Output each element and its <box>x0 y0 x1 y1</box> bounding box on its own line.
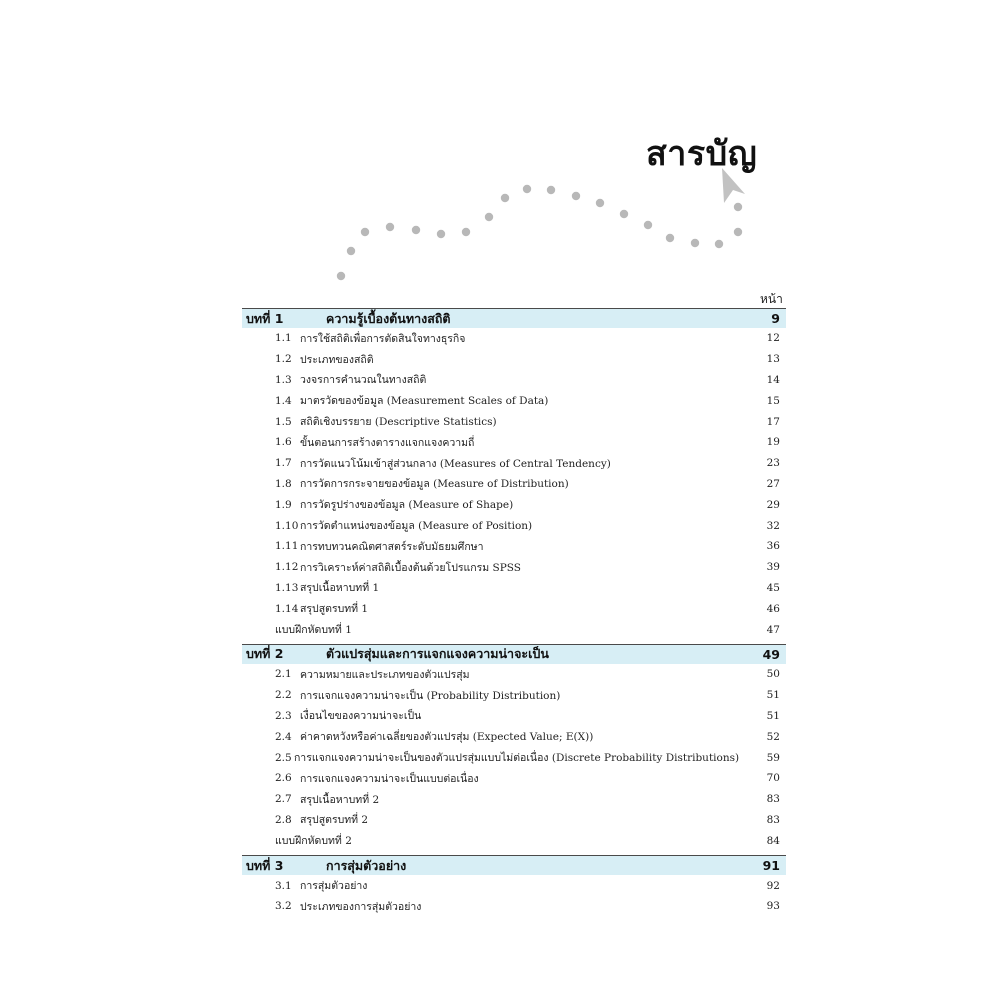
entry-number: 2.7 <box>275 793 292 806</box>
entry-page: 83 <box>766 793 780 806</box>
chapter-title: การสุ่มตัวอย่าง <box>326 857 407 873</box>
toc-entry[interactable] <box>242 578 786 599</box>
trail-dot <box>596 199 604 207</box>
entry-title: ประเภทของการสุ่มตัวอย่าง <box>300 900 422 913</box>
entry-number: 1.5 <box>275 415 292 428</box>
arrowhead-icon <box>722 168 745 203</box>
trail-dot <box>666 234 674 242</box>
chapter-page: 91 <box>762 858 780 874</box>
entry-number: 3.2 <box>275 900 292 913</box>
trail-dot <box>437 230 445 238</box>
trail-dot <box>501 194 509 202</box>
entry-number: 1.9 <box>275 498 292 511</box>
chapter-heading[interactable] <box>242 308 786 328</box>
trail-dot <box>485 213 493 221</box>
toc-entry[interactable] <box>242 536 786 557</box>
entry-title: การแจกแจงความน่าจะเป็นแบบต่อเนื่อง <box>300 772 479 785</box>
chapter-title: ความรู้เบื้องต้นทางสถิติ <box>326 310 451 326</box>
entry-page: 12 <box>766 332 780 345</box>
entry-title: ความหมายและประเภทของตัวแปรสุ่ม <box>300 668 470 681</box>
toc-entry[interactable] <box>242 664 786 685</box>
entry-number: 1.10 <box>275 519 299 532</box>
entry-title: ประเภทของสถิติ <box>300 353 374 366</box>
trail-dot <box>361 228 369 236</box>
toc-entry[interactable] <box>242 747 786 768</box>
entry-number: 3.1 <box>275 879 292 892</box>
entry-page: 52 <box>766 730 780 743</box>
trail-dot <box>347 247 355 255</box>
chapter-number: บทที่ 3 <box>246 857 284 873</box>
exercise-title: แบบฝึกหัดบทที่ 1 <box>275 624 352 637</box>
entry-page: 59 <box>766 751 780 764</box>
entry-number: 2.1 <box>275 668 292 681</box>
entry-number: 1.2 <box>275 353 292 366</box>
entry-page: 17 <box>766 415 780 428</box>
entry-number: 2.4 <box>275 730 292 743</box>
toc-entry[interactable] <box>242 706 786 727</box>
toc-entry[interactable] <box>242 494 786 515</box>
entry-number: 1.1 <box>275 332 292 345</box>
exercise-entry[interactable] <box>242 830 786 851</box>
entry-title: เงื่อนไขของความน่าจะเป็น <box>300 710 422 723</box>
entry-title: สรุปเนื้อหาบทที่ 1 <box>300 582 380 595</box>
entry-page: 45 <box>766 581 780 594</box>
toc-entry[interactable] <box>242 726 786 747</box>
trail-dot <box>644 221 652 229</box>
trail-dot <box>337 272 345 280</box>
entry-title: การวัดตำแหน่งของข้อมูล (Measure of Position) <box>300 520 533 533</box>
trail-dot <box>462 228 470 236</box>
trail-dot <box>620 210 628 218</box>
entry-title: ค่าคาดหวังหรือค่าเฉลี่ยของตัวแปรสุ่ม (Expected Value; E(X)) <box>300 731 594 744</box>
trail-dot <box>715 240 723 248</box>
toc-entry[interactable] <box>242 453 786 474</box>
chapter-heading[interactable] <box>242 644 786 664</box>
entry-number: 1.14 <box>275 602 299 615</box>
entry-title: สถิติเชิงบรรยาย (Descriptive Statistics) <box>300 416 497 429</box>
entry-page: 32 <box>766 519 780 532</box>
toc-entry[interactable] <box>242 598 786 619</box>
entry-page: 92 <box>766 879 780 892</box>
entry-title: การวิเคราะห์ค่าสถิติเบื้องต้นด้วยโปรแกรม SPSS <box>300 561 521 574</box>
entry-number: 2.6 <box>275 772 292 785</box>
trail-dot <box>386 223 394 231</box>
page-column-label: หน้า <box>760 292 783 306</box>
entry-title: สรุปสูตรบทที่ 1 <box>300 603 369 616</box>
entry-page: 13 <box>766 353 780 366</box>
toc-entry[interactable] <box>242 875 786 896</box>
toc-entry[interactable] <box>242 515 786 536</box>
entry-page: 46 <box>766 602 780 615</box>
chapter-page: 9 <box>771 311 780 326</box>
entry-page: 70 <box>766 772 780 785</box>
entry-page: 51 <box>766 709 780 722</box>
trail-dot <box>412 226 420 234</box>
entry-page: 50 <box>766 668 780 681</box>
toc-entry[interactable] <box>242 557 786 578</box>
toc-entry[interactable] <box>242 810 786 831</box>
page-title: สารบัญ <box>646 134 758 174</box>
entry-page: 39 <box>766 561 780 574</box>
entry-page: 83 <box>766 813 780 826</box>
entry-number: 1.13 <box>275 581 299 594</box>
entry-page: 14 <box>766 373 780 386</box>
entry-title: ขั้นตอนการสร้างตารางแจกแจงความถี่ <box>300 436 475 449</box>
entry-page: 93 <box>766 900 780 913</box>
exercise-page: 84 <box>766 834 780 847</box>
entry-title: มาตรวัดของข้อมูล (Measurement Scales of Data) <box>300 395 549 408</box>
entry-number: 2.8 <box>275 813 292 826</box>
toc-entry[interactable] <box>242 896 786 917</box>
entry-page: 23 <box>766 457 780 470</box>
entry-number: 2.2 <box>275 689 292 702</box>
entry-title: สรุปสูตรบทที่ 2 <box>300 814 369 827</box>
toc-entry[interactable] <box>242 789 786 810</box>
entry-page: 19 <box>766 436 780 449</box>
toc-entry[interactable] <box>242 390 786 411</box>
toc-entry[interactable] <box>242 768 786 789</box>
entry-page: 15 <box>766 394 780 407</box>
trail-dot <box>572 192 580 200</box>
entry-title: การวัดแนวโน้มเข้าสู่ส่วนกลาง (Measures of Central Tendency) <box>300 457 611 470</box>
toc-entry[interactable] <box>242 370 786 391</box>
entry-title: วงจรการคำนวณในทางสถิติ <box>300 374 427 387</box>
trail-dot <box>734 228 742 236</box>
toc-entry[interactable] <box>242 328 786 349</box>
chapter-number: บทที่ 1 <box>246 310 284 326</box>
dotted-trail <box>0 0 1000 300</box>
entry-number: 1.11 <box>275 540 299 553</box>
entry-number: 1.12 <box>275 561 299 574</box>
chapter-title: ตัวแปรสุ่มและการแจกแจงความน่าจะเป็น <box>326 646 549 662</box>
table-of-contents <box>242 308 786 917</box>
entry-number: 1.3 <box>275 373 292 386</box>
entry-number: 2.3 <box>275 709 292 722</box>
toc-entry[interactable] <box>242 432 786 453</box>
toc-entry[interactable] <box>242 349 786 370</box>
entry-title: การแจกแจงความน่าจะเป็น (Probability Distribution) <box>300 689 561 702</box>
entry-number: 1.6 <box>275 436 292 449</box>
exercise-page: 47 <box>766 623 780 636</box>
entry-page: 27 <box>766 477 780 490</box>
entry-page: 29 <box>766 498 780 511</box>
entry-title: สรุปเนื้อหาบทที่ 2 <box>300 793 380 806</box>
entry-title: การทบทวนคณิตศาสตร์ระดับมัธยมศึกษา <box>300 540 484 553</box>
entry-page: 51 <box>766 689 780 702</box>
exercise-title: แบบฝึกหัดบทที่ 2 <box>275 835 352 848</box>
entry-number: 1.7 <box>275 457 292 470</box>
trail-dot <box>691 239 699 247</box>
entry-number: 1.8 <box>275 477 292 490</box>
entry-title: การสุ่มตัวอย่าง <box>300 880 368 893</box>
trail-dot <box>547 186 555 194</box>
exercise-entry[interactable] <box>242 619 786 640</box>
entry-number: 1.4 <box>275 394 292 407</box>
entry-title: การวัดการกระจายของข้อมูล (Measure of Distribution) <box>300 478 569 491</box>
chapter-page: 49 <box>762 646 780 662</box>
entry-page: 36 <box>766 540 780 553</box>
trail-dot <box>523 185 531 193</box>
toc-entry[interactable] <box>242 411 786 432</box>
entry-title: การแจกแจงความน่าจะเป็นของตัวแปรสุ่มแบบไม่ต่อเนื่อง (Discrete Probability Distributions) <box>293 752 740 765</box>
trail-dot <box>734 203 742 211</box>
chapter-heading[interactable] <box>242 855 786 875</box>
toc-entry[interactable] <box>242 474 786 495</box>
entry-number: 2.5 <box>275 751 292 764</box>
toc-entry[interactable] <box>242 685 786 706</box>
chapter-number: บทที่ 2 <box>246 646 284 662</box>
entry-title: การใช้สถิติเพื่อการตัดสินใจทางธุรกิจ <box>300 332 466 345</box>
entry-title: การวัดรูปร่างของข้อมูล (Measure of Shape) <box>300 499 514 512</box>
